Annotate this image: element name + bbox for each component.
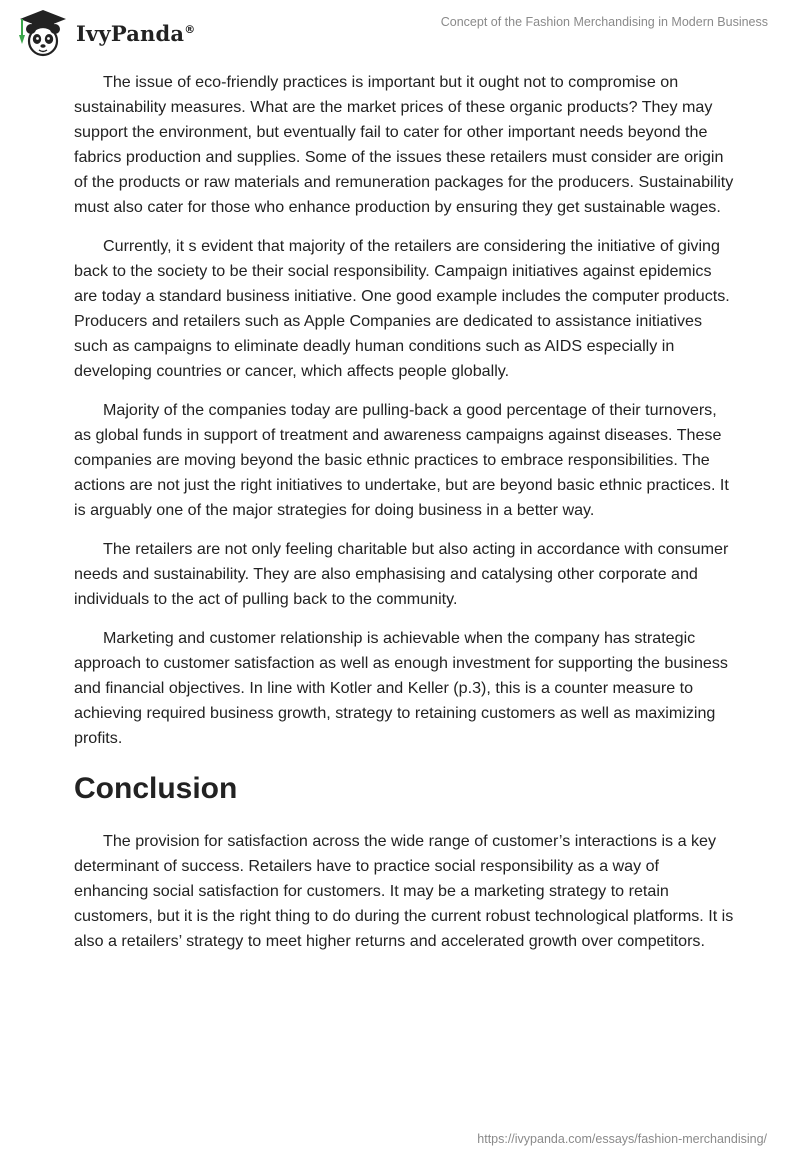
ivypanda-logo[interactable] — [14, 8, 195, 58]
paragraph: Marketing and customer relationship is achievable when the company has strategic approach to customer satisfaction as well as enough investment for supporting the business and financial objectives. In line with Kotler and Keller (p.3), this is a counter measure to achieving required business growth, strategy to retaining customers as well as maximizing profits. — [74, 629, 728, 747]
logo-wordmark: IvyPanda® — [76, 20, 196, 46]
paragraph: The retailers are not only feeling charitable but also acting in accordance with consumer needs and sustainability. They are also emphasising and catalysing other corporate and individuals to the act of pulling back to the community. — [74, 540, 729, 608]
essay-body — [74, 70, 734, 968]
conclusion-heading: Conclusion — [74, 772, 238, 805]
page-header — [0, 0, 800, 60]
source-url[interactable]: https://ivypanda.com/essays/fashion-merchandising/ — [477, 1132, 767, 1146]
document-title: Concept of the Fashion Merchandising in Modern Business — [440, 15, 768, 29]
paragraph: The issue of eco-friendly practices is important but it ought not to compromise on sustainability measures. What are the market prices of these organic products? They may support the environment, but eventually fail to cater for other important needs beyond the fabrics production and supplies. Some of the issues these retailers must consider are origin of the products or raw materials and remuneration packages for the producers. Sustainability must also cater for those who enhance production by ensuring they get sustainable wages. — [74, 73, 734, 216]
paragraph: Currently, it s evident that majority of the retailers are considering the initiative of giving back to the society to be their social responsibility. Campaign initiatives against epidemics are today a standard business initiative. One good example includes the computer products. Producers and retailers such as Apple Companies are dedicated to assistance initiatives such as campaigns to eliminate deadly human conditions such as AIDS especially in developing countries or cancer, which affects people globally. — [74, 237, 730, 380]
conclusion-paragraph: The provision for satisfaction across the wide range of customer’s interactions is a key determinant of success. Retailers have to practice social responsibility as a way of enhancing social satisfaction for customers. It may be a marketing strategy to retain customers, but it is the right thing to do during the current robust technological platforms. It is also a retailers’ strategy to meet higher returns and accelerated growth over competitors. — [74, 832, 734, 950]
panda-graduate-icon — [14, 8, 72, 58]
paragraph: Majority of the companies today are pulling-back a good percentage of their turnovers, as global funds in support of treatment and awareness campaigns against diseases. These companies are moving beyond the basic ethnic practices to embrace responsibilities. The actions are not just the right initiatives to undertake, but are beyond basic ethnic practices. It is arguably one of the major strategies for doing business in a better way. — [74, 401, 729, 519]
